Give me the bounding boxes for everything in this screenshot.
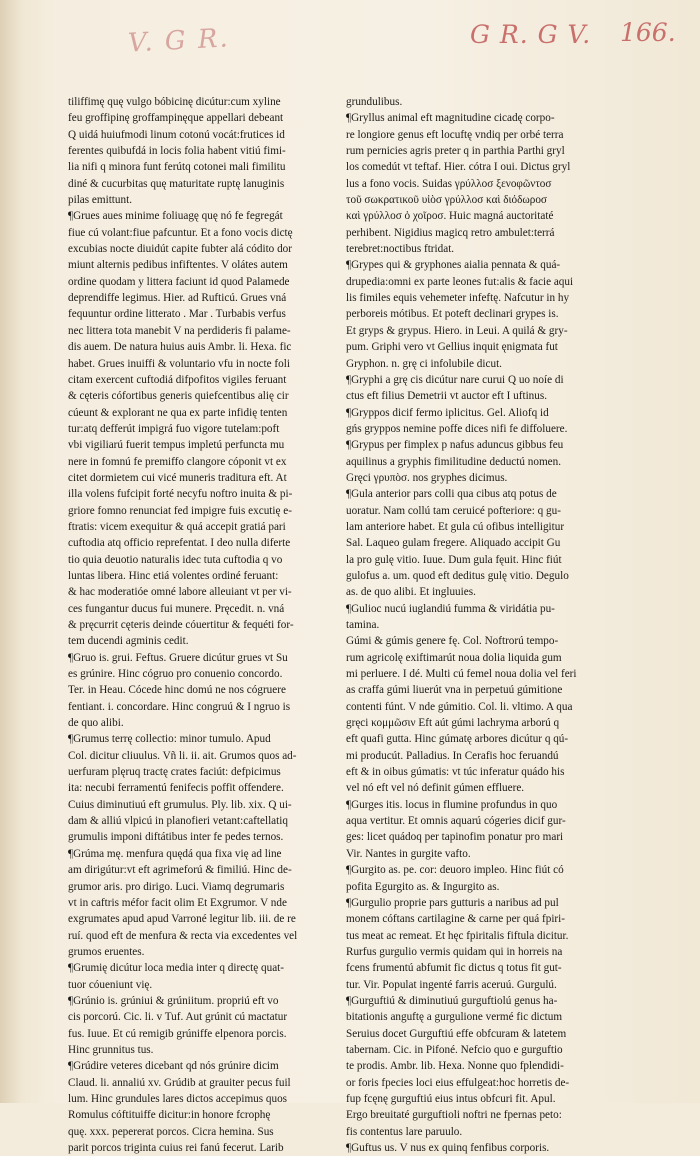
text-line: grumulis imponi diftátibus inter fe pedes ternos.: [68, 831, 284, 844]
text-line: ¶Gurgito as. pe. cor: deuoro impleo. Hinc fiút có: [346, 864, 564, 877]
text-line: eft quafi gutta. Hinc gúmatę arbores dicútur q qú-: [346, 733, 569, 746]
text-line: ruí. quod eft de menfura & recta via excedentes vel: [68, 929, 298, 942]
text-line: luntas libera. Hinc etiá volentes ordiné feruant:: [68, 569, 279, 582]
text-line: pilas emittunt.: [68, 194, 133, 207]
text-line: as. de quo alibi. Et ingluuies.: [346, 586, 476, 599]
folio-number: 166.: [620, 18, 676, 47]
text-line: ¶Grypus per fimplex p nafus aduncus gibbus feu: [346, 439, 564, 452]
text-line: ¶Gryppos dicif fermo iplicitus. Gel. Aliofq id: [346, 406, 549, 419]
text-line: Rurfus gurgulio vermis quidam qui in horreis na: [346, 945, 563, 958]
text-line: ¶Guftus us. V nus ex quinq fenfibus corporis.: [346, 1142, 550, 1154]
text-line: grundulibus.: [346, 96, 403, 108]
text-line: fentiant. i. concordare. Hinc congruú & I ngruo is: [68, 700, 291, 713]
text-line: ¶Grumię dicútur loca media inter q directę quat-: [68, 962, 284, 975]
text-line: re longiore genus eft locuftę vndiq per orbé terra: [346, 128, 564, 141]
text-line: Claud. li. annaliú xv. Grúdib at grauiter pecus fuil: [68, 1076, 291, 1089]
text-line: citam exercent cuftodiá difpofitos vigiles feruant: [68, 373, 287, 386]
text-line: cis porcorú. Cic. li. v Tuf. Aut grúnit cú mactatur: [68, 1011, 288, 1024]
text-line: pofita Egurgito as. & Ingurgito as.: [346, 880, 500, 893]
text-line: & pręcurrit cęteris deinde cóuertitur & fequéti for-: [68, 619, 294, 631]
text-line: bitationis anguftę a gurgulione vermé fic dictum: [346, 1011, 563, 1024]
text-line: tamina.: [346, 619, 380, 631]
text-line: cúeunt & explorant ne qua ex parte infidię tenten: [68, 406, 288, 419]
text-line: ces fungantur ducus fui munere. Pręcedit. n. vná: [68, 602, 285, 615]
text-line: fequuntur ordine litterato . Mar . Turbabis verfus: [68, 308, 286, 321]
text-line: ita: necubi ferramentú fenifecis poffit offendere.: [68, 782, 284, 795]
text-line: vt in caftris méfor facit olim Et Exgrumor. V nde: [68, 896, 287, 909]
text-line: vel nó eft vel nó definit gúmen effluere.: [346, 782, 525, 795]
text-line: mi producút. Palladius. In Cerafis hoc feruandú: [346, 749, 559, 762]
text-line: tus meat ac remeat. Et hęc fpiritalis fiftula dicitur.: [346, 929, 569, 942]
text-line: excubias nocte diuidút capite fubter alá códito dor: [68, 243, 292, 256]
text-line: lam anteriore habet. Et gula cú ofibus intelligitur: [346, 520, 565, 533]
text-line: ¶Grúma mę. menfura quędá qua fixa vię ad line: [68, 847, 282, 860]
text-line: terebret:noctibus ftridat.: [346, 243, 455, 256]
text-line: parit porcos triginta cuius rei fanú fecerut. Larib: [68, 1142, 284, 1154]
text-line: diné & cucurbitas quę maturitate ruptę lanuginis: [68, 177, 285, 190]
text-line: ferentes quibufdá in locis folia habent vitiú fimi-: [68, 145, 286, 158]
text-line: fiue cú volant:fiue pafcuntur. Et a fono vocis dictę: [68, 226, 293, 239]
text-line: lis fimiles equis vehemeter infeftę. Nafcutur in hy: [346, 292, 570, 305]
text-line: rum pernicies agris preter q in parthia Parthi gryl: [346, 145, 565, 158]
text-line: habet. Grues inuiffi & voluntario vfu in nocte foli: [68, 357, 290, 370]
text-line: Col. dicitur cliuulus. Vñ li. ii. ait. Grumos quos ad-: [68, 749, 297, 762]
text-line: ftratis: vicem exequitur & quá accepit gratiá pari: [68, 520, 286, 533]
text-line: ges: licet quádoq per tapinofim ponatur pro mari: [346, 831, 564, 844]
text-line: ctus eft filius Demetrii vt auctor eft I uftinus.: [346, 390, 548, 403]
text-line: de quo alibi.: [68, 717, 124, 730]
text-line: aqua vertitur. Et omnis aquarú cógeries dicif gur-: [346, 815, 566, 828]
text-line: Gúmi & gúmis genere fę. Col. Noftrorú tempo-: [346, 635, 559, 648]
text-line: citet dormietem cui vicé muneris traditura eft. At: [68, 471, 287, 484]
text-line: Et gryps & grypus. Hiero. in Leui. A quilá & gry-: [346, 324, 568, 337]
text-line: uoratur. Nam collú tam ceruicé pofteriore: q gu-: [346, 504, 561, 517]
text-line: te prodis. Ambr. lib. Hexa. Nonne quo fplendidi-: [346, 1060, 564, 1073]
text-line: ¶Grypes qui & gryphones aialia pennata & quá-: [346, 259, 561, 272]
page-gutter-shadow: [0, 0, 22, 1103]
text-line: & cęteris cófortibus generis quiefcentibus alię cir: [68, 390, 289, 403]
text-line: fcens frumentú abfumit fic dictus q totus fit gut-: [346, 962, 562, 975]
text-line: grumos eruentes.: [68, 945, 145, 958]
text-line: gńs gryppos nemine poffe dices nifi fe diffoluere.: [346, 422, 568, 435]
text-line: or foris fpecies loci eius effulgeat:hoc horretis de-: [346, 1076, 570, 1089]
text-line: tem ducendi agminis cedit.: [68, 635, 189, 648]
text-line: Q uidá huiufmodi linum cotonú vocát:frutices id: [68, 128, 285, 141]
text-line: Seruius docet Gurguftiú effe obfcuram & latetem: [346, 1027, 567, 1040]
text-line: mi perluere. I dé. Multi cú femel noua dolia vel feri: [346, 668, 577, 681]
text-line: gręci κομμῶσιν Eft aút gúmi lachryma arború q: [346, 717, 560, 730]
text-line: perboreis mótibus. Et poteft declinari grypes is.: [346, 308, 559, 321]
text-line: drupedia:omni ex parte leones fut:alis & facie aqui: [346, 275, 574, 288]
text-line: ¶Gulioc nucú iuglandiú fumma & viridátia pu-: [346, 602, 555, 615]
text-line: dis auem. De natura huius auis Ambr. li. Hexa. fic: [68, 341, 292, 354]
text-line: gulofus a. um. quod eft deditus gulę vitio. Degulo: [346, 569, 569, 582]
text-line: rum agricolę exiftimarút noua dolia liquida gum: [346, 651, 562, 664]
text-line: ¶Gula anterior pars colli qua cibus atq potus de: [346, 488, 557, 501]
text-line: Hinc grunnitus tus.: [68, 1043, 154, 1056]
text-line: ¶Gurgulio proprie pars gutturis a naribus ad pul: [346, 896, 559, 909]
text-line: monem cóftans cartilagine & carne per quá fpiri-: [346, 913, 565, 926]
header-left-mark: V. G R.: [127, 23, 231, 59]
text-line: ¶Gryphi a grę cis dicútur nare curui Q uo noíe di: [346, 373, 564, 386]
text-line: grumor aris. pro dirigo. Luci. Viamq degrumaris: [68, 880, 285, 893]
text-line: am dirigútur:vt eft agrimeforú & fimiliú. Hinc de-: [68, 864, 292, 877]
text-line: feu groffipinę groffampinęque appellari debeant: [68, 112, 284, 125]
text-line: tio quia deuotio naturalis idec tuta cuftodia q vo: [68, 553, 283, 566]
text-line: contenti fúnt. V nde gúmitio. Col. li. vltimo. A qua: [346, 700, 573, 713]
text-line: fis contentus lare paruulo.: [346, 1125, 463, 1138]
text-line: tur. Vir. Populat ingenté farris aceruú. Gurgulú.: [346, 978, 557, 991]
text-line: tabernam. Cic. in Pifoné. Nefcio quo e gurguftio: [346, 1043, 563, 1056]
text-line: dam & alliú vlpicú in planofieri vetant:caftellatiq: [68, 815, 288, 828]
text-line: Cuius diminutiuú eft grumulus. Ply. lib. xix. Q ui-: [68, 798, 292, 811]
text-line: griore fomno renunciat fed impigre fuis excutię e-: [68, 504, 292, 517]
text-line: Vir. Nantes in gurgite vafto.: [346, 847, 471, 860]
text-line: perhibent. Nigidius magicq retro ambulet:terrá: [346, 226, 555, 239]
text-line: as craffa gúmi liuerút vna in perpetuú gúmitione: [346, 684, 563, 697]
text-line: exgrumates apud apud Varroné legitur lib. iii. de re: [68, 913, 296, 926]
text-line: ¶Grumus terrę collectio: minor tumulo. Apud: [68, 733, 271, 746]
text-line: aquilinus a gryphis fimilitudine deductú nomen.: [346, 455, 562, 468]
text-line: uerfuram plęruq tractę crates faciút: defpicimus: [68, 766, 281, 779]
text-line: ¶Grues aues minime foliuagę quę nó fe fegregát: [68, 210, 283, 223]
text-line: ¶Grúnio is. grúniui & grúniitum. propriú eft vo: [68, 994, 279, 1007]
text-line: τοῦ σωκρατικοῦ υἱὸσ γρύλλοσ καὶ διόδωροσ: [346, 194, 547, 207]
text-line: illa volens fufcipit forté necyfu noftro inuita & pi-: [68, 488, 293, 501]
text-line: miunt alternis pedibus infiftentes. V olátes autem: [68, 259, 288, 272]
text-line: vbi vigiliarú fuerit tempus impletú perfuncta mu: [68, 439, 285, 452]
text-line: los comedút vt teftaf. Hier. cótra I oui. Dictus gryl: [346, 161, 571, 174]
text-line: cuftodia atq officio reprefentat. I deo nulla diferte: [68, 537, 291, 550]
text-line: Ter. in Heau. Cócede hinc domú ne nos cógruere: [68, 684, 286, 697]
right-text-column: [346, 94, 630, 1156]
text-line: nec littera tota manebit V na perdideris fi palame-: [68, 324, 291, 337]
text-line: ¶Gryllus animal eft magnitudine cicadę corpo-: [346, 112, 555, 125]
text-line: ¶Gruo is. grui. Feftus. Gruere dicútur grues vt Su: [68, 651, 288, 664]
text-line: ordine quodam y littera faciunt id quod Palamede: [68, 275, 290, 288]
text-line: lum. Hinc grundules lares dictos accepimus quos: [68, 1092, 288, 1105]
text-line: tiliffimę quę vulgo bóbicinę dicútur:cum xyline: [68, 96, 281, 108]
text-line: tuor cóueniunt vię.: [68, 978, 153, 991]
text-line: lia nifi q minora funt ferútq cotonei mali fimilitu: [68, 161, 286, 174]
left-text-column: [68, 94, 330, 1156]
text-line: ¶Gurges itis. locus in flumine profundus in quo: [346, 798, 558, 811]
header-guide-letters: G R. G V.: [470, 20, 592, 49]
text-line: eft & in oibus gúmatis: vt túc inferatur quádo his: [346, 766, 565, 779]
text-line: ¶Gurguftiú & diminutiuú gurguftiolú genus ha-: [346, 994, 558, 1007]
text-line: καὶ γρύλλοσ ὁ χοῖροσ. Huic magná auctoritaté: [346, 210, 554, 223]
text-line: Sal. Laqueo gulam fregere. Aliquado accipit Gu: [346, 537, 561, 550]
text-line: es grúnire. Hinc cógruo pro conuenio concordo.: [68, 668, 283, 681]
text-line: pum. Griphi vero vt Gellius inquit ęnigmata fut: [346, 341, 558, 354]
text-line: & hac moderatióe omné labore alleuiant vt per vi-: [68, 586, 292, 599]
text-line: lus a fono vocis. Suidas γρύλλοσ ξενοφῶντοσ: [346, 177, 552, 190]
text-line: ¶Grúdire veteres dicebant qd nós grúnire dicim: [68, 1060, 279, 1073]
text-line: fus. Iuue. Et cú remigib grúniffe elpenora porcis.: [68, 1027, 287, 1040]
text-line: Romulus cóftituiffe dicitur:in honore fcrophę: [68, 1109, 271, 1122]
text-line: fup fcęnę gurguftiú eius intus obfcuri fit. Apul.: [346, 1092, 556, 1105]
text-line: Gryphon. n. grę ci infolubile dicut.: [346, 357, 502, 370]
text-line: quę. xxx. pepererat porcos. Cicra hemina. Sus: [68, 1125, 274, 1138]
text-line: Ergo breuitaté gurguftioli noftri ne fpernas peto:: [346, 1109, 562, 1122]
text-line: Gręci γρυπὸσ. nos gryphes dicimus.: [346, 471, 508, 484]
text-line: la pro gulę vitio. Iuue. Dum gula fęuit. Hinc fiút: [346, 553, 562, 566]
text-line: tur:atq defferút impigrá fuo vigore tutelam:poft: [68, 422, 280, 435]
text-line: nere in fomnú fe premiffo clangore cóponit vt ex: [68, 455, 287, 468]
text-line: deprendiffe legimus. Hier. ad Rufticú. Grues vná: [68, 292, 287, 305]
